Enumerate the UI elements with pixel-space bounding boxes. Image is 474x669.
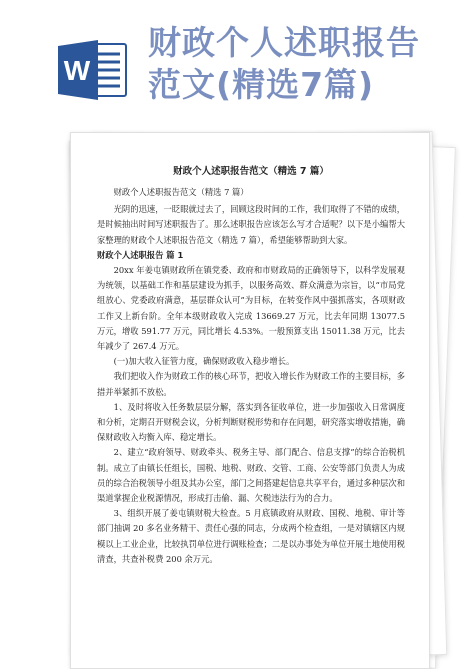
page-subheading: 财政个人述职报告范文（精选 7 篇） — [113, 187, 249, 197]
document-title — [148, 22, 468, 106]
paragraph-2: 我们把收入作为财政工作的核心环节，把收入增长作为财政工作的主要目标，多措并举紧抓不放松。 — [97, 371, 405, 397]
list-item-1: 1、及时将收入任务数层层分解，落实到各征收单位，进一步加强收入日常调度和分析，定期召开财税会议，分析判断财税形势和存在问题，研究落实增收措施，确保财政收入均衡入库、稳定增长。 — [97, 401, 405, 443]
title-line-1: 财政个人述职报告 — [148, 23, 420, 62]
paragraph-1: 20xx 年姜屯镇财政所在镇党委、政府和市财政局的正确领导下，以科学发展观为统领，以基础工作和基层建设为抓手，以服务高效、群众满意为宗旨，以“市局党组放心、党委政府满意，基层群众认可”为目标，在转变作风中强抓落实，各项财政工作又上新台阶。全年本级财政收入完成 13669.27 万元，比去年同期 13077.5 万元，增收 591.77 万元，同比增长 4.53%。一般预算支出 15011.38 万元，比去年减少了 267.4 万元。 — [97, 265, 405, 352]
title-line-2: 范文(精选7篇) — [148, 65, 375, 104]
banner — [0, 0, 474, 130]
word-doc-icon — [58, 38, 128, 102]
subheading-1: (一)加大收入征管力度，确保财政收入稳步增长。 — [113, 356, 295, 367]
list-item-2: 2、建立“政府领导、财政牵头、税务主导、部门配合、信息支撑”的综合治税机制。成立了由镇长任组长，国税、地税、财政、交管、工商、公安等部门负责人为成员的综合治税领导小组及其办公室，部门之间搭建起信息共享平台，通过多种层次和渠道掌握企业税源情况，形成打击偷、漏、欠税违法行为的合力。 — [97, 447, 405, 504]
section-heading: 财政个人述职报告 篇 1 — [97, 249, 184, 260]
intro-paragraph: 光阴的迅速，一眨眼就过去了，回顾这段时间的工作，我们取得了不错的成绩，是时候抽出时间写述职报告了。那么述职报告应该怎么写才合适呢？以下是小编帮大家整理的财政个人述职报告范文（精选 7 篇），希望能够帮助到大家。 — [97, 204, 405, 245]
list-item-3: 3、组织开展了姜屯镇财税大检查。5 月底镇政府从财政、国税、地税、审计等部门抽调 20 多名业务精干、责任心强的同志，分成两个检查组，一是对镇辖区内规模以上工业企业，比较执罚单位进行调账检查；二是以办事处为单位开展土地使用税清查，共查补税费 200 余万元。 — [97, 508, 405, 564]
svg-text:W: W — [63, 55, 91, 86]
page-heading: 财政个人述职报告范文（精选 7 篇） — [173, 166, 329, 177]
document-page — [70, 132, 430, 669]
